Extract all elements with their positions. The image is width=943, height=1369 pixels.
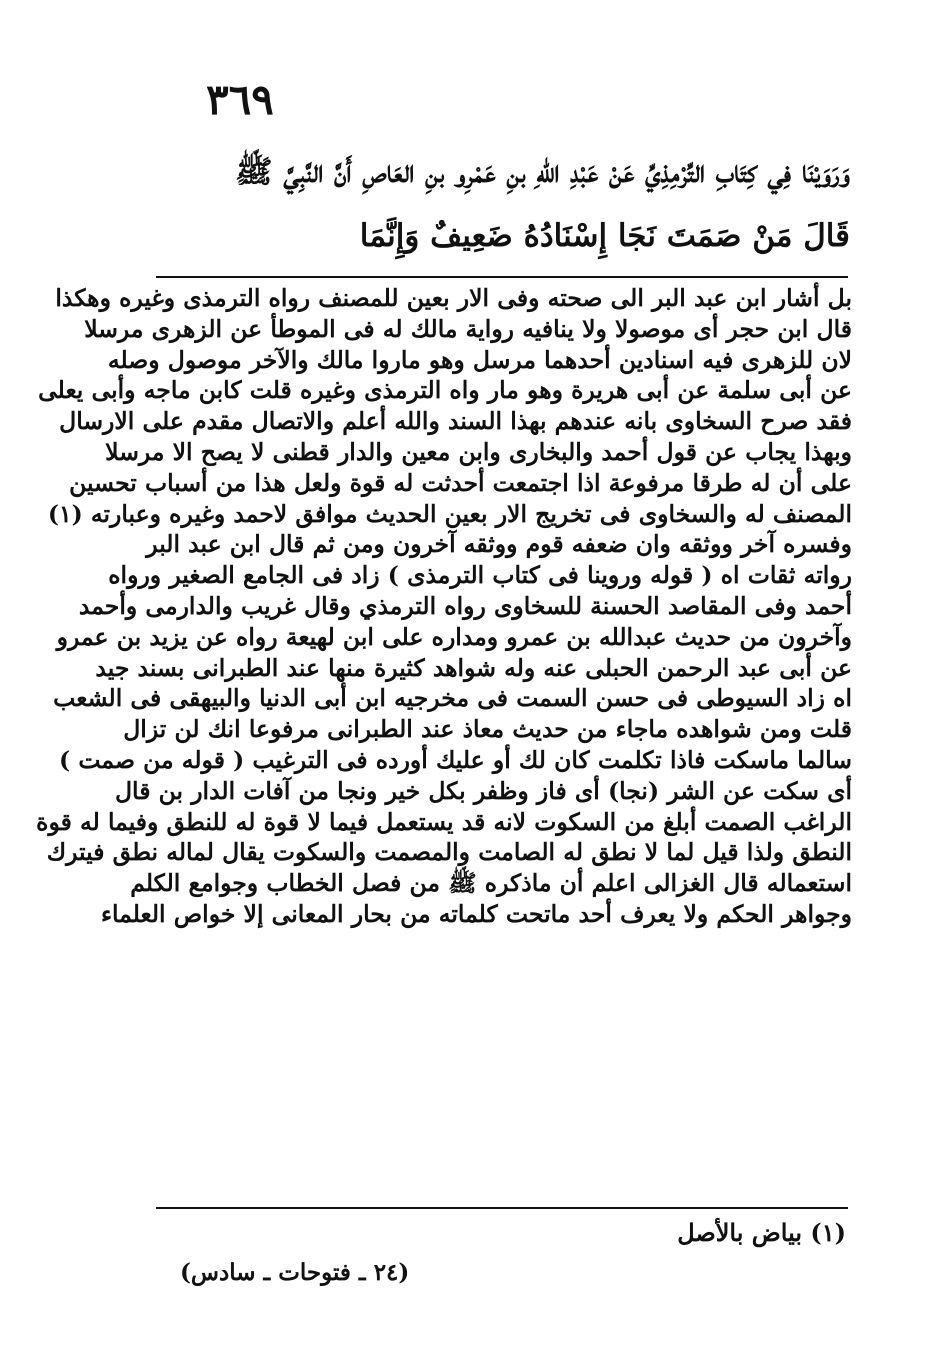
main-text-block <box>150 140 850 268</box>
commentary-line: سالما ماسكت فاذا تكلمت كان لك أو عليك أورده فى الترغيب ( قوله من صمت ) <box>59 745 852 774</box>
commentary-line: المصنف له والسخاوى فى تخريج الار بعين الحديث موافق لاحمد وغيره وعبارته (١) <box>47 499 852 528</box>
commentary-line: أى سكت عن الشر (نجا) أى فاز وظفر بكل خير ونجا من آفات الدار بن قال <box>114 776 852 805</box>
commentary-line: لان للزهرى فيه اسنادين أحدهما مرسل وهو ماروا مالك والآخر موصول وصله <box>107 345 852 374</box>
commentary-line: قال ابن حجر أى موصولا ولا ينافيه رواية مالك له فى الموطأ عن الزهرى مرسلا <box>84 314 852 343</box>
commentary-line: وفسره آخر ووثقه وان ضعفه قوم ووثقه آخرون ومن ثم قال ابن عبد البر <box>146 530 852 559</box>
commentary-line: أحمد وفى المقاصد الحسنة للسخاوى رواه الترمذي وقال غريب والدارمى وأحمد <box>78 591 852 620</box>
commentary-line: استعماله قال الغزالى اعلم أن ماذكره ﷺ من فصل الخطاب وجوامع الكلم <box>130 869 852 898</box>
commentary-line: عن أبى عبد الرحمن الحبلى عنه وله شواهد كثيرة منها عند الطبرانى بسند جيد <box>95 653 852 682</box>
commentary-line: وبهذا يجاب عن قول أحمد والبخارى وابن معين والدار قطنى لا يصح الا مرسلا <box>105 437 852 466</box>
commentary-line: وآخرون من حديث عبدالله بن عمرو ومداره على ابن لهيعة رواه عن يزيد بن عمرو <box>56 622 852 651</box>
footnote: (١) بياض بالأصل <box>677 1218 846 1247</box>
commentary-line: قلت ومن شواهده ماجاء من حديث معاذ عند الطبرانى مرفوعا انك لن تزال <box>123 715 852 744</box>
bottom-divider <box>156 1207 848 1209</box>
commentary-line: النطق ولذا قيل لما لا نطق له الصامت والمصمت والسكوت يقال لماله نطق فيترك <box>46 838 852 867</box>
page-number: ٣٦٩ <box>206 75 274 124</box>
printer-signature: (٢٤ ـ فتوحات ـ سادس) <box>180 1259 410 1286</box>
commentary-block <box>36 283 852 930</box>
commentary-line: الراغب الصمت أبلغ من السكوت لانه قد يستعمل فيما لا قوة له للنطق وفيما له قوة <box>36 807 852 836</box>
main-text-line: وَرَوَيْنَا فِي كِتَابِ التِّرْمِذِيِّ عَنْ عَبْدِ اللهِ بنِ عَمْرِو بنِ العَاصِ أَنَّ النَّبِيَّ ﷺ <box>235 154 850 190</box>
commentary-line: عن أبى سلمة عن أبى هريرة وهو مار واه الترمذى وغيره قلت كابن ماجه وأبى يعلى <box>38 376 852 405</box>
commentary-line: على أن له طرقا مرفوعة اذا اجتمعت أحدثت له قوة ولعل هذا من أسباب تحسين <box>69 468 852 497</box>
top-divider <box>156 276 848 278</box>
commentary-line: رواته ثقات اه ( قوله وروينا فى كتاب الترمذى ) زاد فى الجامع الصغير ورواه <box>108 561 852 590</box>
commentary-line: وجواهر الحكم ولا يعرف أحد ماتحت كلماته من بحار المعانى إلا خواص العلماء <box>100 899 852 928</box>
commentary-line: بل أشار ابن عبد البر الى صحته وفى الار بعين للمصنف رواه الترمذى وغيره وهكذا <box>55 284 852 312</box>
commentary-line: فقد صرح السخاوى بانه عندهم بهذا السند والله أعلم والاتصال مقدم على الارسال <box>59 407 852 436</box>
main-text-line: قَالَ مَنْ صَمَتَ نَجَا إِسْنَادُهُ ضَعِيفٌ وَإِنَّمَا <box>359 218 850 254</box>
commentary-line: اه زاد السيوطى فى حسن السمت فى مخرجيه ابن أبى الدنيا والبيهقى فى الشعب <box>53 684 852 713</box>
